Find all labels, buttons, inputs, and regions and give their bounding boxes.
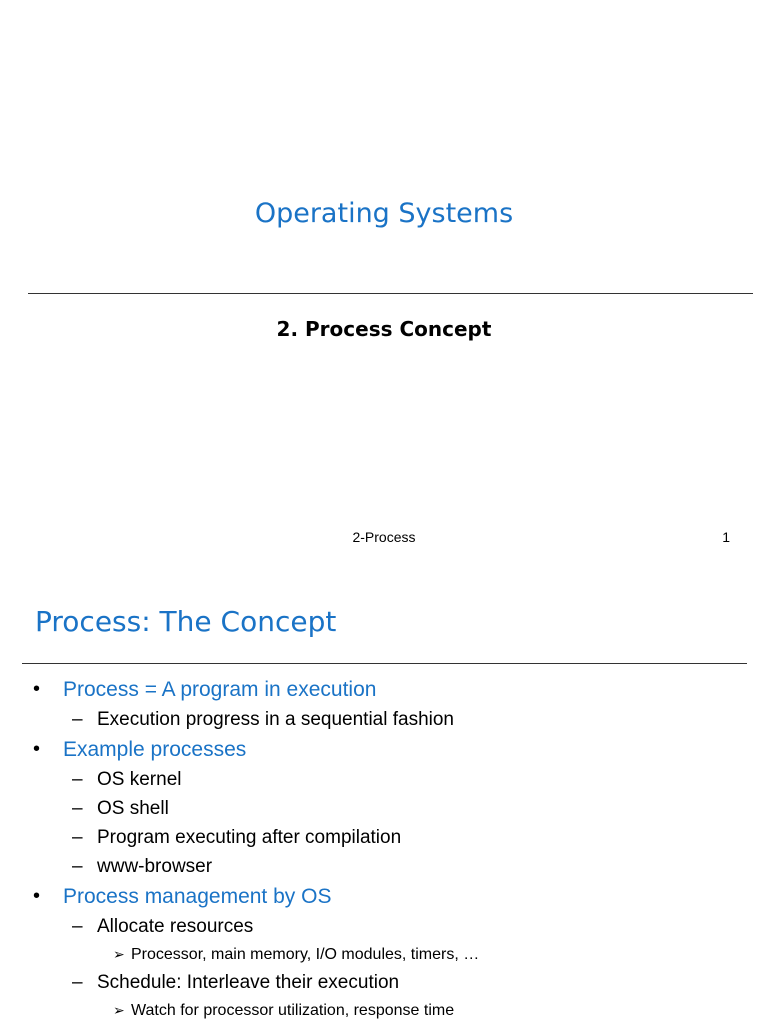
bullet-dot-icon: • xyxy=(33,678,41,700)
sub-bullet-text: Execution progress in a sequential fashion xyxy=(97,709,455,730)
sub-sub-bullet-item xyxy=(0,941,768,968)
slide-2 xyxy=(0,578,768,1024)
sub-bullet-item xyxy=(0,968,768,997)
sub-bullet-item xyxy=(0,852,768,881)
sub-bullet-text: www-browser xyxy=(97,856,213,877)
bullet-text: Example processes xyxy=(63,738,247,761)
dash-icon: – xyxy=(72,972,83,993)
page-number: 1 xyxy=(722,529,730,545)
sub-sub-bullet-text: Watch for processor utilization, response time xyxy=(131,1002,455,1019)
bullet-item xyxy=(0,734,768,765)
bullet-text: Process management by OS xyxy=(63,885,332,908)
dash-icon: – xyxy=(72,856,83,877)
divider xyxy=(28,293,753,294)
dash-icon: – xyxy=(72,709,83,730)
sub-bullet-item xyxy=(0,912,768,941)
sub-bullet-text: OS shell xyxy=(97,798,169,819)
bullet-dot-icon: • xyxy=(33,738,41,760)
sub-sub-bullet-item xyxy=(0,997,768,1024)
dash-icon: – xyxy=(72,769,83,790)
sub-sub-bullet-text: Processor, main memory, I/O modules, timers, … xyxy=(131,946,480,963)
bullet-list xyxy=(0,674,768,1024)
bullet-text: Process = A program in execution xyxy=(63,678,377,701)
slide-footer: 2-Process xyxy=(352,529,416,545)
slide-subtitle: 2. Process Concept xyxy=(276,317,492,341)
dash-icon: – xyxy=(72,798,83,819)
dash-icon: – xyxy=(72,827,83,848)
slide-title: Process: The Concept xyxy=(35,605,337,638)
arrow-bullet-icon: ➢ xyxy=(113,1002,125,1018)
bullet-item xyxy=(0,881,768,912)
sub-bullet-text: OS kernel xyxy=(97,769,182,790)
sub-bullet-item xyxy=(0,823,768,852)
sub-bullet-text: Allocate resources xyxy=(97,916,254,937)
arrow-bullet-icon: ➢ xyxy=(113,946,125,962)
sub-bullet-text: Program executing after compilation xyxy=(97,827,402,848)
bullet-item xyxy=(0,674,768,705)
sub-bullet-text: Schedule: Interleave their execution xyxy=(97,972,400,993)
slide-title: Operating Systems xyxy=(254,198,514,229)
dash-icon: – xyxy=(72,916,83,937)
bullet-dot-icon: • xyxy=(33,885,41,907)
divider xyxy=(22,663,747,664)
sub-bullet-item xyxy=(0,765,768,794)
sub-bullet-item xyxy=(0,794,768,823)
sub-bullet-item xyxy=(0,705,768,734)
